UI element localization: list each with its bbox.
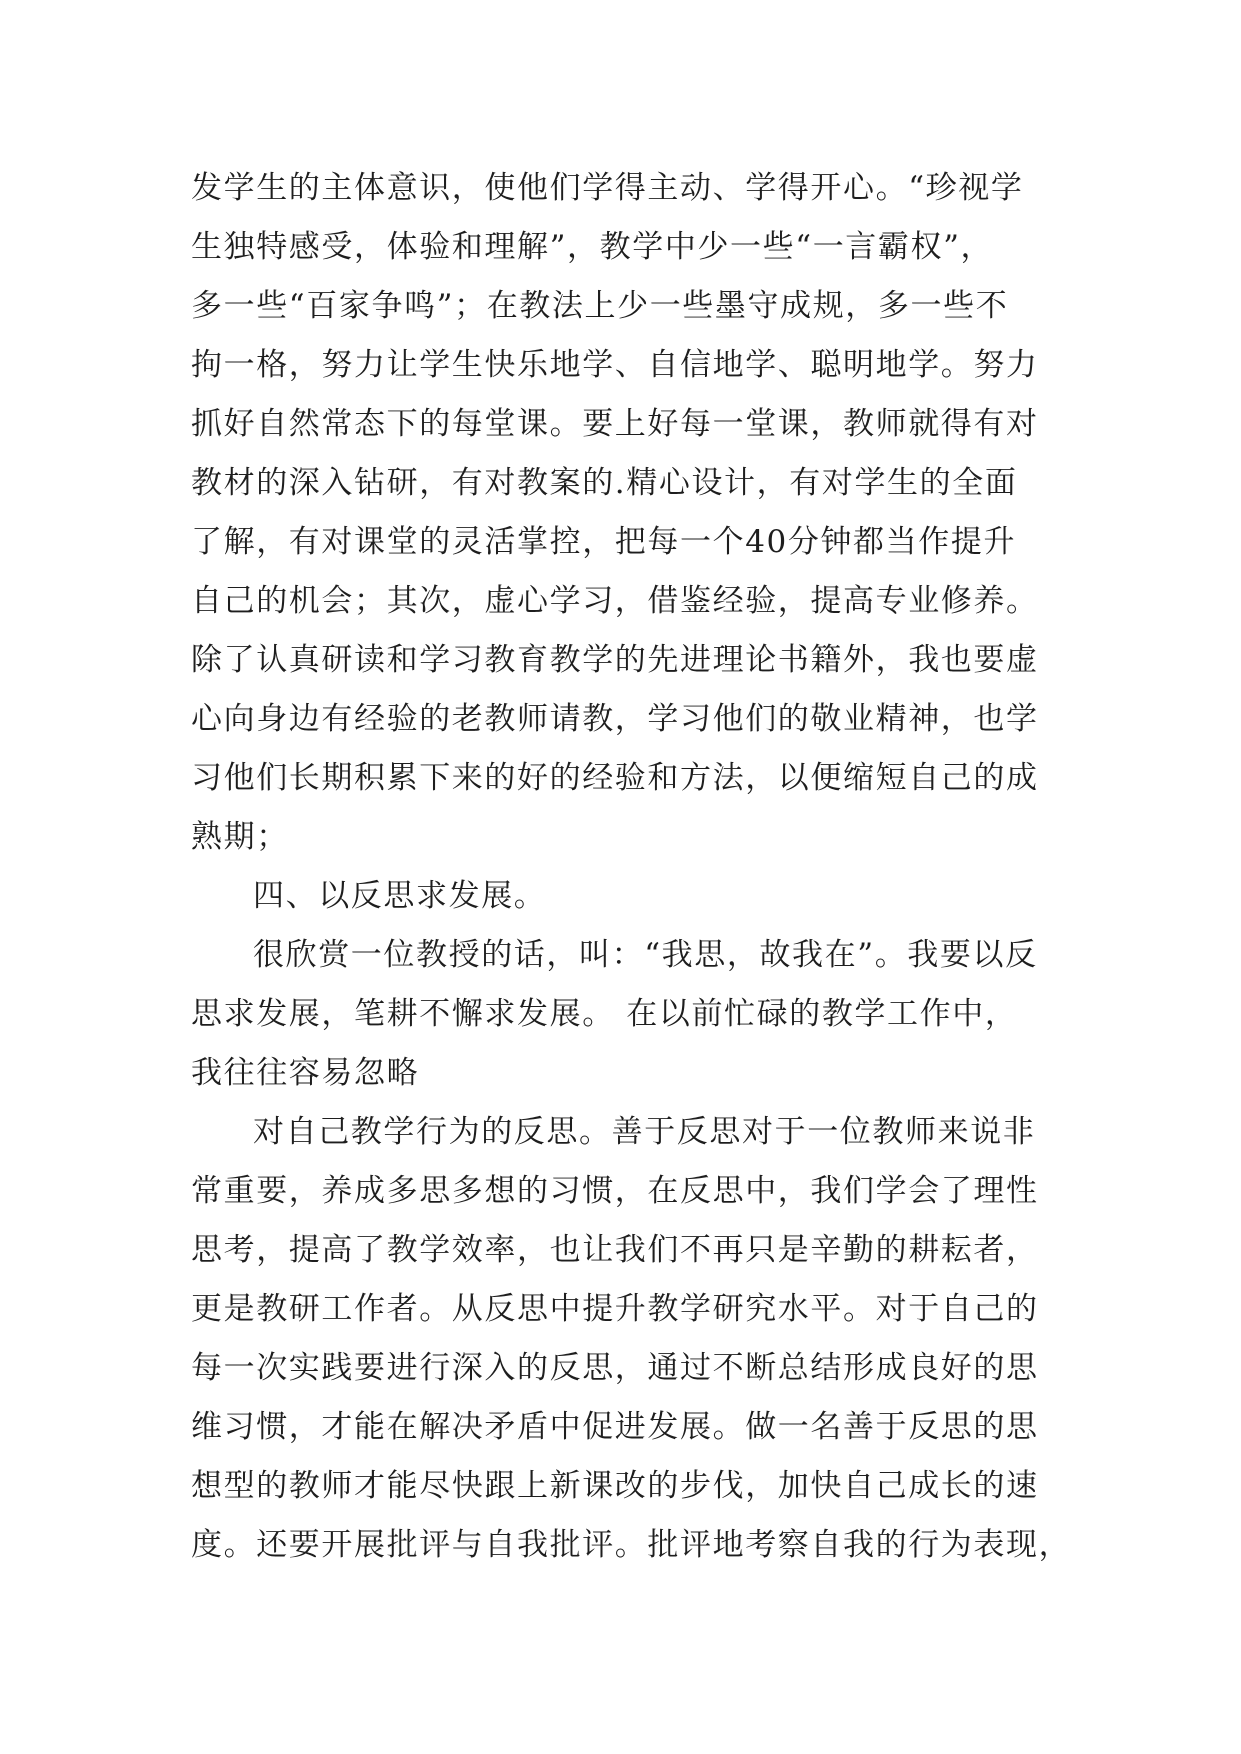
text-line: 生独特感受，体验和理解”，教学中少一些“一言霸权”，	[191, 229, 994, 265]
text-line: 心向身边有经验的老教师请教，学习他们的敬业精神，也学	[191, 701, 1039, 737]
text-line: 度。还要开展批评与自我批评。批评地考察自我的行为表现，	[191, 1527, 1072, 1563]
text-line: 了解，有对课堂的灵活掌控，把每一个40分钟都当作提升	[191, 524, 1017, 560]
text-line: 想型的教师才能尽快跟上新课改的步伐，加快自己成长的速	[191, 1468, 1039, 1504]
text-line: 多一些“百家争鸣”；在教法上少一些墨守成规，多一些不	[191, 288, 1009, 324]
text-line: 发学生的主体意识，使他们学得主动、学得开心。“珍视学	[191, 170, 1024, 206]
text-line: 熟期；	[191, 819, 289, 855]
text-line: 抓好自然常态下的每堂课。要上好每一堂课，教师就得有对	[191, 406, 1039, 442]
text-line: 拘一格，努力让学生快乐地学、自信地学、聪明地学。努力	[191, 347, 1039, 383]
text-line: 除了认真研读和学习教育教学的先进理论书籍外，我也要虚	[191, 642, 1039, 678]
text-line: 自己的机会；其次，虚心学习，借鉴经验，提高专业修养。	[191, 583, 1039, 619]
text-line: 我往往容易忽略	[191, 1055, 420, 1091]
text-line: 每一次实践要进行深入的反思，通过不断总结形成良好的思	[191, 1350, 1039, 1386]
text-line: 维习惯，才能在解决矛盾中促进发展。做一名善于反思的思	[191, 1409, 1039, 1445]
text-line: 思考，提高了教学效率，也让我们不再只是辛勤的耕耘者，	[191, 1232, 1039, 1268]
section-heading: 四、以反思求发展。	[253, 878, 547, 914]
text-line: 教材的深入钻研，有对教案的.精心设计，有对学生的全面	[191, 465, 1018, 501]
text-line: 更是教研工作者。从反思中提升教学研究水平。对于自己的	[191, 1291, 1039, 1327]
text-line: 对自己教学行为的反思。善于反思对于一位教师来说非	[253, 1114, 1036, 1150]
text-line: 常重要，养成多思多想的习惯，在反思中，我们学会了理性	[191, 1173, 1039, 1209]
text-line: 习他们长期积累下来的好的经验和方法，以便缩短自己的成	[191, 760, 1039, 796]
text-line: 很欣赏一位教授的话，叫：“我思，故我在”。我要以反	[253, 937, 1038, 973]
text-line: 思求发展，笔耕不懈求发展。 在以前忙碌的教学工作中，	[191, 996, 1018, 1032]
